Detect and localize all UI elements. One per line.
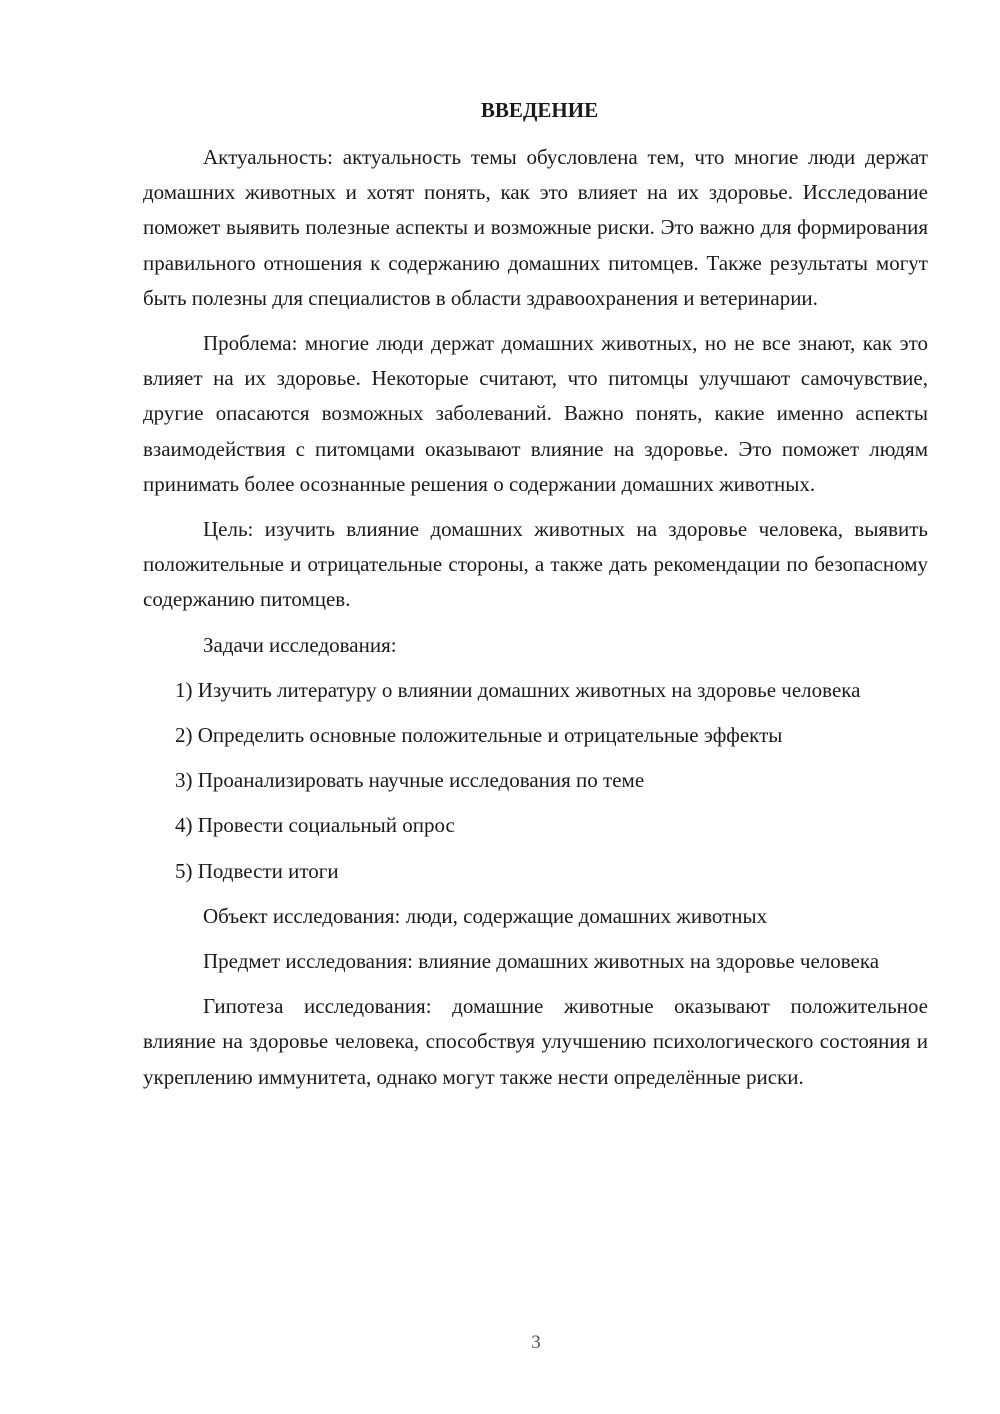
document-page (143, 92, 928, 1105)
task-item-5: 5) Подвести итоги (175, 858, 339, 883)
task-item-2: 2) Определить основные положительные и отрицательные эффекты (175, 723, 783, 748)
research-object: Объект исследования: люди, содержащие домашних животных (203, 903, 768, 928)
tasks-heading: Задачи исследования: (203, 632, 397, 657)
task-item-4: 4) Провести социальный опрос (175, 813, 455, 838)
research-hypothesis: Гипотеза исследования: домашние животные оказывают положительное влияние на здоровье человека, способствуя улучшению психологического состояния и укреплению иммунитета, однако могут также нести определённые риски. (143, 994, 928, 1089)
research-subject: Предмет исследования: влияние домашних животных на здоровье человека (203, 949, 880, 974)
task-item-1: 1) Изучить литературу о влиянии домашних животных на здоровье человека (175, 677, 861, 702)
paragraph-relevance: Актуальность: актуальность темы обусловлена тем, что многие люди держат домашних животных и хотят понять, как это влияет на их здоровье. Исследование поможет выявить полезные аспекты и возможные риски. Это важно для формирования правильного отношения к содержанию домашних питомцев. Также результаты могут быть полезны для специалистов в области здравоохранения и ветеринарии. (143, 145, 928, 310)
paragraph-goal: Цель: изучить влияние домашних животных на здоровье человека, выявить положительные и отрицательные стороны, а также дать рекомендации по безопасному содержанию питомцев. (143, 517, 928, 612)
paragraph-problem: Проблема: многие люди держат домашних животных, но не все знают, как это влияет на их здоровье. Некоторые считают, что питомцы улучшают самочувствие, другие опасаются возможных заболеваний. Важно понять, какие именно аспекты взаимодействия с питомцами оказывают влияние на здоровье. Это поможет людям принимать более осознанные решения о содержании домашних животных. (143, 331, 928, 496)
task-item-3: 3) Проанализировать научные исследования по теме (175, 768, 645, 793)
page-number: 3 (531, 1332, 541, 1353)
section-title: ВВЕДЕНИЕ (480, 98, 599, 122)
